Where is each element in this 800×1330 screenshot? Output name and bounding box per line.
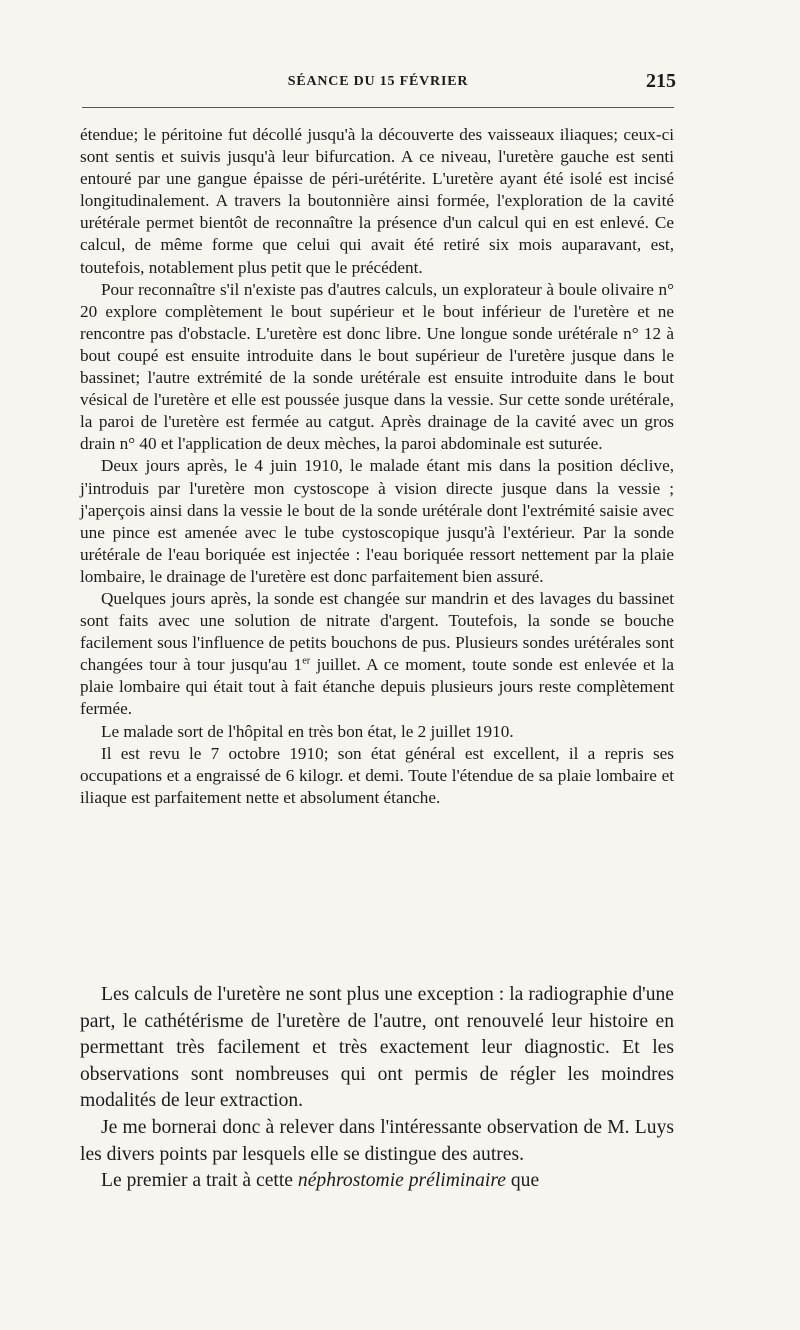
observation-text: [80, 124, 674, 809]
paragraph-1: étendue; le péritoine fut décollé jusqu'à la découverte des vaisseaux iliaques; ceux-ci sont sentis et suivis jusqu'à leur bifurcation. A ce niveau, l'uretère gauche est senti entouré par une gangue épaisse de péri-urétérite. L'uretère ayant été isolé est incisé longitudinalement. A travers la boutonnière ainsi formée, l'exploration de la cavité urétérale permet bientôt de reconnaître la présence d'un calcul qui en est enlevé. Ce calcul, de même forme que celui qui avait été retiré six mois auparavant, est, toutefois, notablement plus petit que le précédent.: [80, 125, 674, 277]
commentary-italic-term: néphrostomie préliminaire: [297, 1170, 506, 1192]
paragraph-6: Il est revu le 7 octobre 1910; son état général est excellent, il a repris ses occupations et a engraissé de 6 kilogr. et demi. Toute l'étendue de sa plaie lombaire et iliaque est parfaitement nette et absolument étanche.: [80, 743, 674, 807]
commentary-paragraph-3-start: Le premier a trait à cette: [101, 1170, 298, 1192]
paragraph-4-end: juillet. A ce moment, toute sonde est enlevée et la plaie lombaire qui était tout à fait étanche depuis plusieurs jours reste complètement fermée.: [80, 655, 674, 719]
running-head: [80, 70, 676, 96]
commentary-paragraph-3: [80, 1168, 674, 1195]
header-rule: [82, 107, 674, 108]
ordinal-superscript: er: [302, 655, 311, 667]
page-number: 215: [646, 70, 676, 92]
running-title: SÉANCE DU 15 FÉVRIER: [287, 74, 469, 89]
commentary-paragraph-2: Je me bornerai donc à relever dans l'intéressante observation de M. Luys les divers points par lesquels elle se distingue des autres.: [80, 1116, 674, 1165]
paragraph-5: Le malade sort de l'hôpital en très bon état, le 2 juillet 1910.: [101, 721, 514, 741]
commentary-text: [80, 982, 674, 1195]
paragraph-4-start: Quelques jours après, la sonde est changée sur mandrin et des lavages du bassinet sont faits avec une solution de nitrate d'argent. Toutefois, la sonde se bouche facilement sous l'influence de petits bouchons de pus. Plusieurs sondes urétérales sont changées tour à tour jusqu'au 1: [80, 588, 674, 675]
commentary-paragraph-1: Les calculs de l'uretère ne sont plus une exception : la radiographie d'une part, le cathétérisme de l'uretère de l'autre, ont renouvelé leur histoire en permettant très facilement et très exactement leur diagnostic. Et les observations sont nombreuses qui ont permis de régler les moindres modalités de leur extraction.: [80, 984, 674, 1112]
paragraph-2: Pour reconnaître s'il n'existe pas d'autres calculs, un explorateur à boule olivaire n° 20 explore complètement le bout supérieur et le bout inférieur de l'uretère et ne rencontre pas d'obstacle. L'uretère est donc libre. Une longue sonde urétérale n° 12 à bout coupé est ensuite introduite dans le bout supérieur de l'uretère jusque dans le bassinet; l'autre extrémité de la sonde urétérale est ensuite introduite dans le bout vésical de l'uretère et elle est poussée jusque dans la vessie. Sur cette sonde urétérale, la paroi de l'uretère est fermée au catgut. Après drainage de la cavité avec un gros drain n° 40 et l'application de deux mèches, la paroi abdominale est suturée.: [80, 279, 674, 454]
commentary-paragraph-3-end: que: [505, 1170, 540, 1192]
paragraph-4: [80, 588, 674, 721]
paragraph-3: Deux jours après, le 4 juin 1910, le malade étant mis dans la position déclive, j'introduis par l'uretère mon cystoscope à vision directe jusque dans la vessie ; j'aperçois ainsi dans la vessie le bout de la sonde urétérale dont l'extrémité saisie avec une pince est amenée avec le tube cystoscopique jusqu'à l'extérieur. Par la sonde urétérale de l'eau boriquée est injectée : l'eau boriquée ressort nettement par la plaie lombaire, le drainage de l'uretère est donc parfaitement bien assuré.: [80, 456, 674, 586]
